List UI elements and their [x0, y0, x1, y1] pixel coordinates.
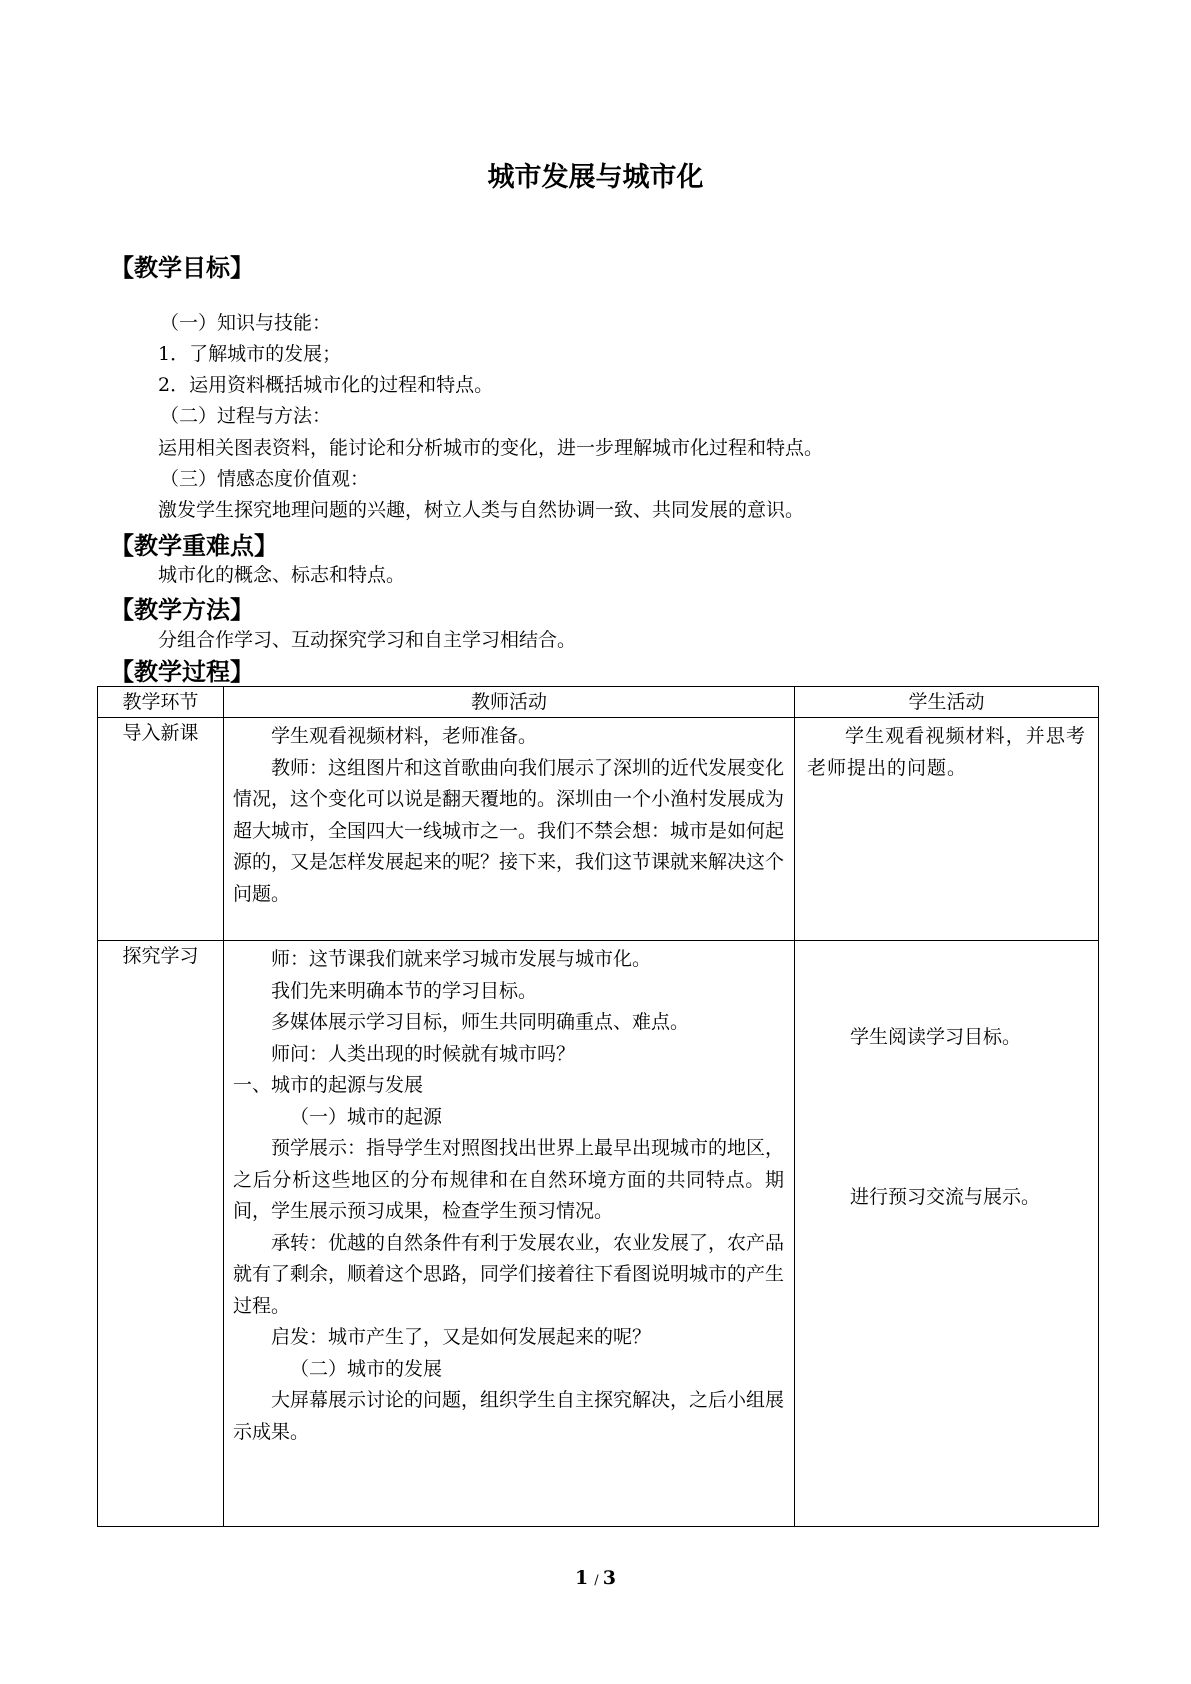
current-page: 1: [574, 1567, 589, 1589]
stage-cell: 探究学习: [98, 941, 224, 1527]
column-header-student: 学生活动: [795, 687, 1099, 718]
process-heading: 【教学过程】: [110, 658, 254, 686]
page-number: [0, 1564, 1191, 1595]
objective-line: 运用相关图表资料，能讨论和分析城市的变化，进一步理解城市化过程和特点。: [158, 437, 824, 459]
student-paragraph: 学生观看视频材料，并思考老师提出的问题。: [807, 725, 1086, 779]
student-paragraph: 学生阅读学习目标。: [850, 1026, 1022, 1048]
key-points-text: 城市化的概念、标志和特点。: [158, 564, 406, 586]
teacher-activity-cell: [224, 718, 795, 941]
objective-line: 激发学生探究地理问题的兴趣，树立人类与自然协调一致、共同发展的意识。: [158, 499, 805, 521]
teacher-paragraph: 我们先来明确本节的学习目标。: [271, 979, 538, 1002]
objectives-heading: 【教学目标】: [110, 254, 254, 282]
teacher-paragraph: 师问：人类出现的时候就有城市吗？: [271, 1042, 576, 1065]
process-table: [97, 686, 1099, 1527]
table-row: [98, 718, 1099, 941]
section-heading: 一、城市的起源与发展: [233, 1074, 424, 1096]
teacher-paragraph: 师：这节课我们就来学习城市发展与城市化。: [271, 948, 652, 970]
teacher-paragraph: 预学展示：指导学生对照图找出世界上最早出现城市的地区，之后分析这些地区的分布规律和在自然环境方面的共同特点。期间，学生展示预习成果，检查学生预习情况。: [233, 1137, 785, 1222]
page-separator: /: [594, 1573, 603, 1588]
objective-line: （三）情感态度价值观：: [160, 468, 370, 490]
table-header-row: [98, 687, 1099, 718]
column-header-stage: 教学环节: [98, 687, 224, 718]
total-pages: 3: [602, 1567, 617, 1589]
document-title: 城市发展与城市化: [487, 162, 704, 193]
column-header-teacher: 教师活动: [224, 687, 795, 718]
objective-line: （一）知识与技能：: [160, 312, 332, 334]
teacher-paragraph: 教师：这组图片和这首歌曲向我们展示了深圳的近代发展变化情况，这个变化可以说是翻天覆地的。深圳由一个小渔村发展成为超大城市，全国四大一线城市之一。我们不禁会想：城市是如何起源的，又是怎样发展起来的呢？接下来，我们这节课就来解决这个问题。: [233, 756, 785, 905]
teacher-paragraph: 多媒体展示学习目标，师生共同明确重点、难点。: [271, 1011, 690, 1033]
subsection-heading: （二）城市的发展: [290, 1357, 443, 1380]
methods-heading: 【教学方法】: [110, 596, 254, 624]
student-activity-cell: [795, 718, 1099, 941]
teacher-paragraph: 承转：优越的自然条件有利于发展农业，农业发展了，农产品就有了剩余，顺着这个思路，同学们接着往下看图说明城市的产生过程。: [233, 1231, 785, 1317]
methods-text: 分组合作学习、互动探究学习和自主学习相结合。: [158, 629, 577, 651]
teacher-activity-cell: [224, 941, 795, 1527]
teacher-paragraph: 学生观看视频材料，老师准备。: [271, 725, 538, 747]
key-points-heading: 【教学重难点】: [110, 532, 278, 560]
stage-cell: 导入新课: [98, 718, 224, 941]
objective-line: 1．了解城市的发展；: [158, 343, 342, 365]
teacher-paragraph: 启发：城市产生了，又是如何发展起来的呢？: [271, 1326, 652, 1348]
objective-line: （二）过程与方法：: [160, 405, 332, 427]
student-paragraph: 进行预习交流与展示。: [850, 1186, 1041, 1208]
teacher-paragraph: 大屏幕展示讨论的问题，组织学生自主探究解决，之后小组展示成果。: [233, 1389, 785, 1443]
subsection-heading: （一）城市的起源: [290, 1105, 443, 1128]
objective-line: 2．运用资料概括城市化的过程和特点。: [158, 374, 494, 396]
